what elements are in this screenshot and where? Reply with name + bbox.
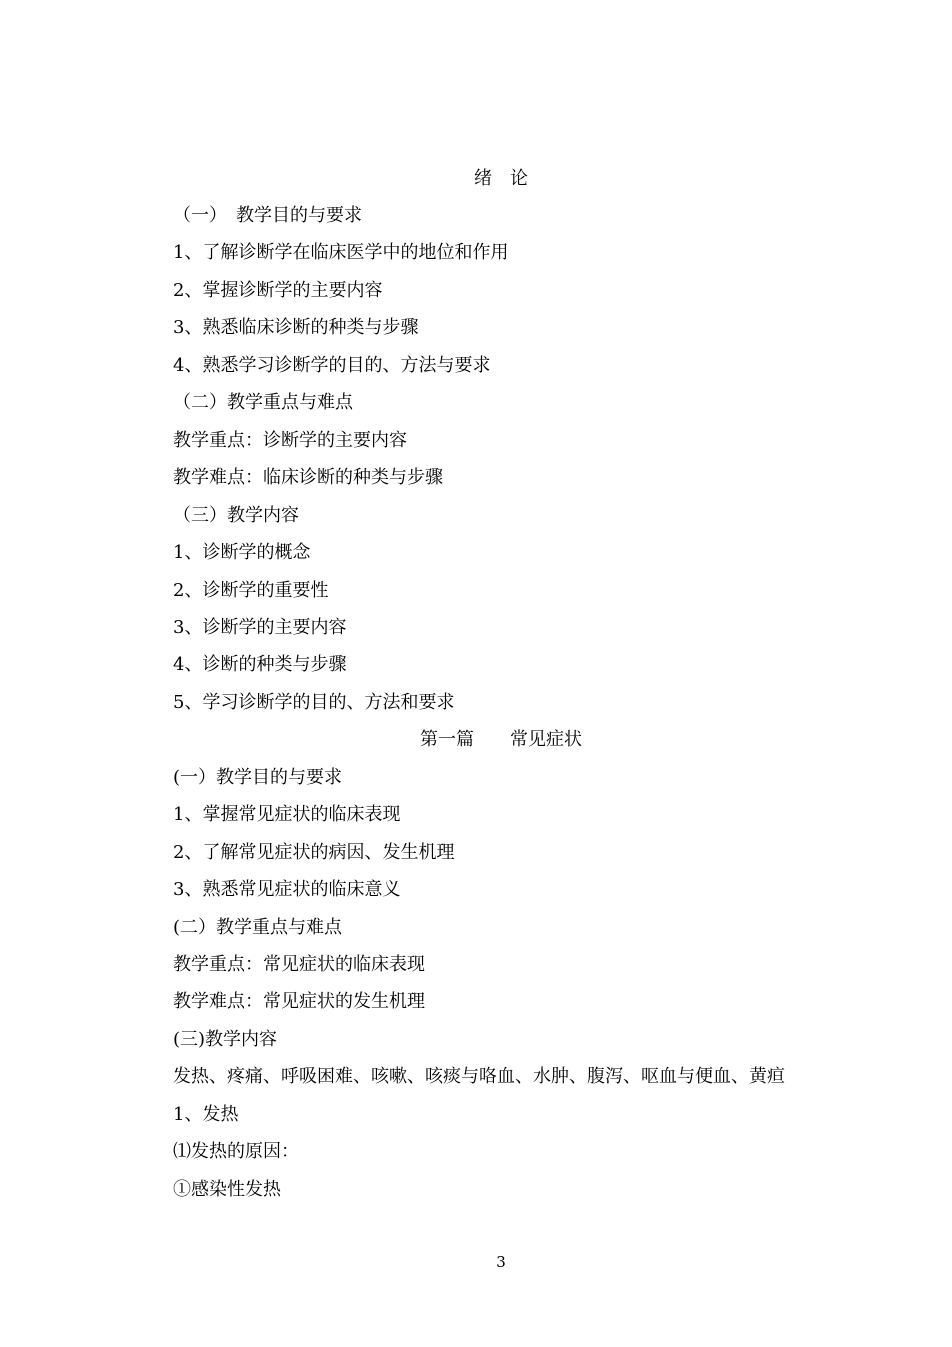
part1-section3-heading: (三)教学内容 bbox=[173, 1029, 278, 1050]
intro-section3-item: 2、诊断学的重要性 bbox=[173, 580, 329, 601]
intro-section3-item: 1、诊断学的概念 bbox=[173, 542, 311, 563]
part1-section1-item: 2、了解常见症状的病因、发生机理 bbox=[173, 842, 455, 863]
intro-difficult-point: 教学难点：临床诊断的种类与步骤 bbox=[173, 467, 443, 488]
subsection-fever: 1、发热 bbox=[173, 1104, 239, 1125]
intro-section1-item: 2、掌握诊断学的主要内容 bbox=[173, 280, 383, 301]
intro-section3-heading: （三）教学内容 bbox=[173, 505, 299, 526]
intro-section3-item: 4、诊断的种类与步骤 bbox=[173, 654, 347, 675]
symptom-list: 发热、疼痛、呼吸困难、咳嗽、咳痰与咯血、水肿、腹泻、呕血与便血、黄疸 bbox=[173, 1066, 785, 1087]
intro-section1-item: 4、熟悉学习诊断学的目的、方法与要求 bbox=[173, 355, 491, 376]
part1-section1-item: 3、熟悉常见症状的临床意义 bbox=[173, 879, 401, 900]
part1-section1-heading: (一）教学目的与要求 bbox=[173, 767, 343, 788]
infectious-fever: ①感染性发热 bbox=[173, 1179, 281, 1200]
part1-key-point: 教学重点：常见症状的临床表现 bbox=[173, 954, 425, 975]
intro-section2-heading: （二）教学重点与难点 bbox=[173, 392, 353, 413]
intro-section1-heading: （一） 教学目的与要求 bbox=[173, 205, 362, 226]
intro-key-point: 教学重点：诊断学的主要内容 bbox=[173, 430, 407, 451]
fever-causes: ⑴发热的原因： bbox=[173, 1141, 299, 1162]
intro-section1-item: 3、熟悉临床诊断的种类与步骤 bbox=[173, 317, 419, 338]
intro-section1-item: 1、了解诊断学在临床医学中的地位和作用 bbox=[173, 242, 509, 263]
intro-title: 绪 论 bbox=[474, 168, 528, 189]
intro-section3-item: 5、学习诊断学的目的、方法和要求 bbox=[173, 692, 455, 713]
part1-section2-heading: (二）教学重点与难点 bbox=[173, 917, 343, 938]
page-number: 3 bbox=[496, 1253, 506, 1271]
intro-section3-item: 3、诊断学的主要内容 bbox=[173, 617, 347, 638]
part1-title: 第一篇 常见症状 bbox=[420, 729, 582, 750]
part1-difficult-point: 教学难点：常见症状的发生机理 bbox=[173, 991, 425, 1012]
part1-section1-item: 1、掌握常见症状的临床表现 bbox=[173, 804, 401, 825]
